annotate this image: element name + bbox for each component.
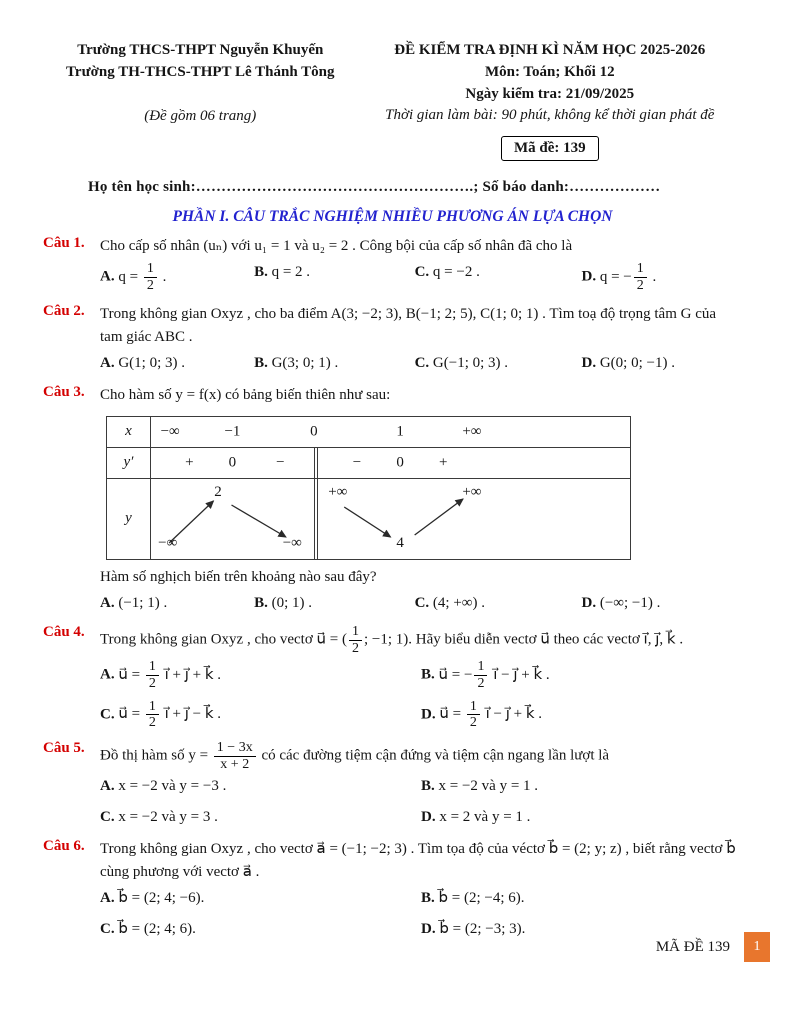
option-letter: B.	[254, 264, 268, 281]
option-text: b⃗ = (2; −4; 6).	[438, 890, 525, 907]
option-text: u⃗ = $\frac{1}{2}$ i⃗ − j⃗ + k⃗ .	[439, 698, 543, 731]
row-label-y: y	[107, 479, 151, 559]
yprime-sign: +	[185, 453, 194, 470]
question-1-options	[100, 261, 742, 293]
question-6-number: Câu 6.	[43, 837, 85, 854]
option-c	[100, 806, 421, 829]
question-3-options	[100, 592, 742, 615]
option-letter: C.	[414, 355, 430, 372]
option-letter: C.	[414, 264, 430, 281]
option-b	[254, 261, 415, 293]
question-3-text: Cho hàm số y = f(x) có bảng biến thiên như sau:	[100, 387, 391, 404]
question-5	[43, 740, 742, 829]
x-value: 1	[396, 422, 404, 439]
exam-code-box: Mã đề: 139	[501, 136, 599, 161]
y-limit: −∞	[158, 535, 178, 552]
y-limit: +∞	[462, 483, 482, 500]
question-2-options	[100, 352, 742, 375]
option-d	[421, 699, 742, 731]
x-value: 0	[310, 422, 318, 439]
x-value: −∞	[160, 422, 180, 439]
exam-subject: Môn: Toán; Khối 12	[484, 63, 615, 80]
option-d	[581, 261, 742, 293]
y-local-max: 2	[214, 483, 222, 500]
yprime-sign: 0	[396, 453, 404, 470]
option-a	[100, 775, 421, 798]
option-letter: A.	[100, 268, 115, 285]
header	[43, 40, 742, 161]
option-text: (4; +∞) .	[432, 594, 485, 611]
option-b	[421, 775, 742, 798]
option-letter: A.	[100, 890, 115, 907]
option-b	[421, 887, 742, 910]
option-c	[100, 918, 421, 941]
yprime-sign: −	[276, 453, 285, 470]
question-5-text: Đồ thị hàm số y = $\frac{1 - 3x}{x + 2}$ có các đường tiệm cận đứng và tiệm cận ngang lần lượt là	[100, 740, 610, 772]
row-label-x: x	[107, 417, 151, 447]
option-text: b⃗ = (2; −3; 3).	[439, 920, 526, 937]
option-c	[100, 699, 421, 731]
option-text: x = −2 và y = 1 .	[438, 778, 539, 795]
option-b	[254, 352, 415, 375]
discontinuity-double-bar	[314, 479, 318, 559]
option-text: (−1; 1) .	[118, 594, 168, 611]
yprime-sign: +	[438, 453, 448, 470]
x-value: +∞	[462, 422, 482, 439]
question-5-number: Câu 5.	[43, 740, 85, 757]
option-text: q = $\frac{1}{2}$ .	[118, 261, 167, 293]
option-letter: D.	[581, 355, 597, 372]
option-text: x = −2 và y = −3 .	[118, 778, 227, 795]
option-text: b⃗ = (2; 4; 6).	[118, 920, 196, 937]
variation-table-yprime-row	[107, 447, 630, 478]
option-text: q = 2 .	[271, 264, 311, 281]
y-limit: −∞	[282, 535, 302, 552]
discontinuity-double-bar	[314, 448, 318, 478]
option-letter: D.	[421, 706, 436, 723]
option-text: q = −2 .	[432, 264, 480, 281]
option-letter: C.	[100, 808, 115, 825]
option-letter: D.	[581, 268, 597, 285]
variation-table-y-row	[107, 478, 630, 559]
exam-date: Ngày kiểm tra: 21/09/2025	[465, 85, 635, 102]
option-c	[415, 592, 582, 615]
option-letter: D.	[421, 920, 436, 937]
option-a	[100, 352, 254, 375]
option-text: u⃗ = − $\frac{1}{2}$ i⃗ − j⃗ + k⃗ .	[438, 659, 550, 692]
option-d	[421, 806, 742, 829]
yprime-sign: −	[352, 453, 362, 470]
student-info-line: Họ tên học sinh:……………………………………………….; Số báo danh:………………	[88, 179, 661, 195]
option-c	[415, 261, 582, 293]
question-2-number: Câu 2.	[43, 302, 85, 319]
option-letter: B.	[421, 667, 435, 684]
yprime-sign: 0	[228, 453, 237, 470]
question-6-options	[100, 887, 742, 941]
option-letter: A.	[100, 355, 115, 372]
exam-duration: Thời gian làm bài: 90 phút, không kể thời gian phát đề	[385, 107, 715, 124]
question-1-text: Cho cấp số nhân (uₙ) với u₁ = 1 và u₂ = 2 . Công bội của cấp số nhân đã cho là	[100, 238, 573, 254]
option-c	[415, 352, 582, 375]
question-4	[43, 624, 742, 731]
part1-title: PHẦN I. CÂU TRẮC NGHIỆM NHIỀU PHƯƠNG ÁN LỰA CHỌN	[172, 208, 613, 225]
question-4-number: Câu 4.	[43, 624, 85, 641]
option-letter: A.	[100, 667, 115, 684]
option-letter: A.	[100, 594, 115, 611]
option-letter: D.	[581, 594, 597, 611]
option-letter: C.	[414, 594, 430, 611]
option-text: u⃗ = $\frac{1}{2}$ i⃗ + j⃗ − k⃗ .	[118, 698, 222, 731]
question-1-number: Câu 1.	[43, 235, 85, 251]
pages-note: (Đề gồm 06 trang)	[144, 107, 257, 124]
footer-exam-code: MÃ ĐỀ 139	[655, 938, 730, 955]
option-a	[100, 887, 421, 910]
header-school-block	[43, 40, 358, 161]
option-letter: C.	[100, 706, 115, 723]
y-local-min: 4	[396, 535, 404, 552]
option-text: (−∞; −1) .	[599, 594, 661, 611]
question-4-options	[100, 659, 742, 731]
question-1	[43, 235, 742, 294]
option-text: q = − $\frac{1}{2}$ .	[599, 261, 657, 293]
option-text: b⃗ = (2; 4; −6).	[118, 890, 205, 907]
question-5-options	[100, 775, 742, 829]
option-d	[581, 352, 742, 375]
variation-arrows	[151, 479, 630, 559]
question-6	[43, 838, 742, 941]
variation-table-x-row	[107, 417, 630, 447]
option-text: x = −2 và y = 3 .	[118, 808, 218, 825]
option-letter: B.	[421, 890, 435, 907]
option-text: G(3; 0; 1) .	[271, 355, 339, 372]
option-text: u⃗ = $\frac{1}{2}$ i⃗ + j⃗ + k⃗ .	[118, 659, 222, 692]
option-text: x = 2 và y = 1 .	[439, 808, 531, 825]
question-3-text2: Hàm số nghịch biến trên khoảng nào sau đây?	[100, 568, 377, 585]
exam-title: ĐỀ KIỂM TRA ĐỊNH KÌ NĂM HỌC 2025-2026	[394, 42, 706, 58]
option-text: G(0; 0; −1) .	[599, 355, 675, 372]
question-4-text: Trong không gian Oxyz , cho vectơ u⃗ = ( $\frac{1}{2}$ ; −1; 1). Hãy biểu diễn vectơ u⃗ theo các vectơ i⃗, j⃗, k⃗ .	[100, 624, 684, 656]
option-letter: B.	[421, 778, 435, 795]
option-d	[581, 592, 742, 615]
option-letter: C.	[100, 920, 115, 937]
row-label-yprime: y′	[107, 448, 151, 478]
option-text: G(1; 0; 3) .	[118, 355, 186, 372]
option-letter: B.	[254, 355, 268, 372]
school-name-2: Trường TH-THCS-THPT Lê Thánh Tông	[66, 63, 335, 80]
question-2-text: Trong không gian Oxyz , cho ba điểm A(3; −2; 3), B(−1; 2; 5), C(1; 0; 1) . Tìm toạ độ trọng tâm G của tam giác ABC .	[100, 305, 717, 345]
option-letter: D.	[421, 808, 436, 825]
footer	[656, 932, 770, 962]
y-limit: +∞	[328, 483, 348, 500]
option-a	[100, 261, 254, 293]
option-text: (0; 1) .	[271, 594, 313, 611]
question-3-number: Câu 3.	[43, 384, 85, 401]
question-2	[43, 303, 742, 376]
variation-table	[106, 416, 631, 560]
option-a	[100, 592, 254, 615]
page-number-badge: 1	[744, 932, 770, 962]
question-6-text: Trong không gian Oxyz , cho vectơ a⃗ = (−1; −2; 3) . Tìm tọa độ của véctơ b⃗ = (2; y; z) , biết rằng vectơ b⃗ cùng phương với vectơ a⃗ .	[100, 840, 736, 881]
option-a	[100, 659, 421, 691]
x-value: −1	[224, 422, 241, 439]
header-exam-block	[358, 40, 742, 161]
question-3	[43, 384, 742, 615]
option-letter: A.	[100, 778, 115, 795]
option-b	[254, 592, 415, 615]
option-letter: B.	[254, 594, 268, 611]
option-text: G(−1; 0; 3) .	[432, 355, 509, 372]
option-b	[421, 659, 742, 691]
school-name-1: Trường THCS-THPT Nguyễn Khuyến	[77, 42, 324, 58]
